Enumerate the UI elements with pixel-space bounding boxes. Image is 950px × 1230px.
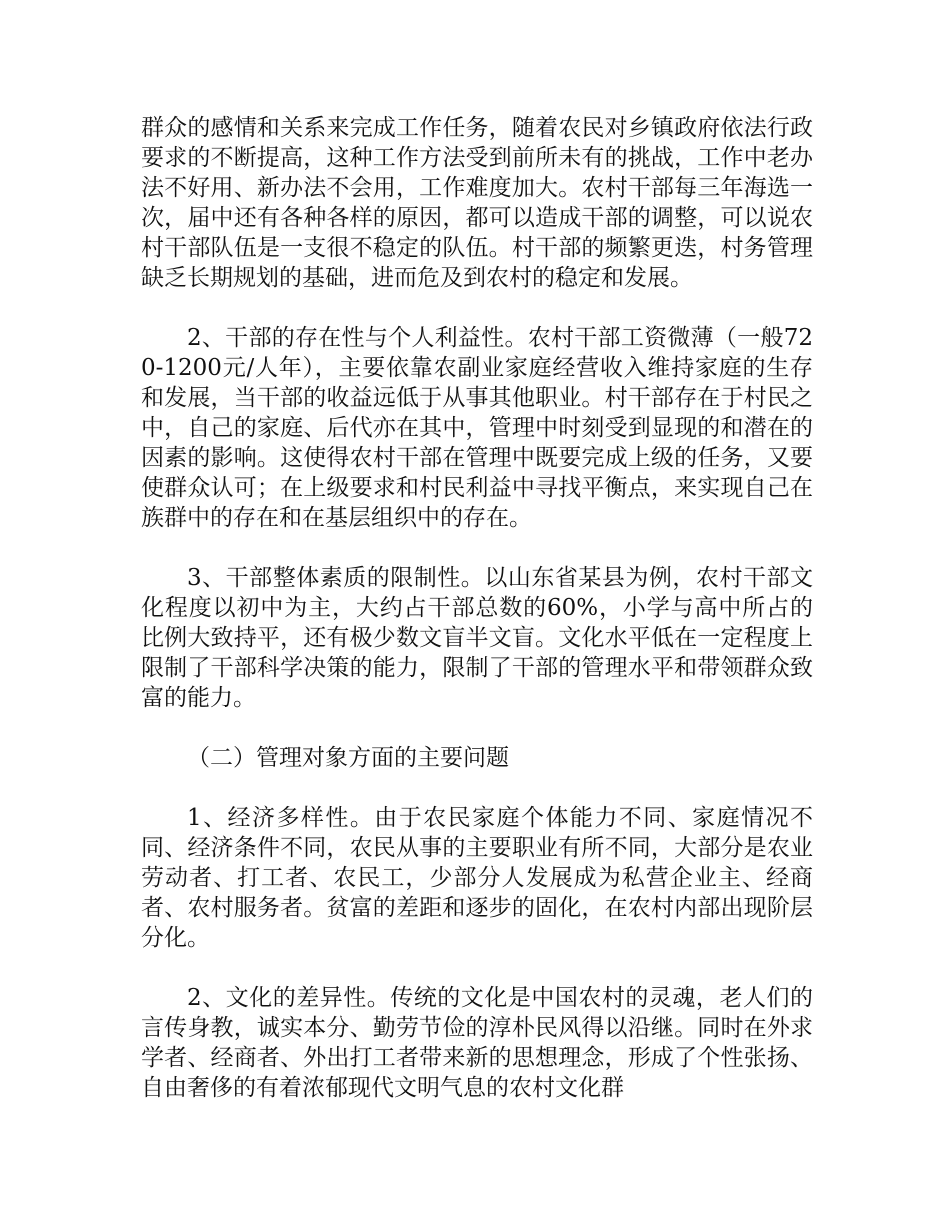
paragraph-continuation: 群众的感情和关系来完成工作任务，随着农民对乡镇政府依法行政要求的不断提高，这种工作方法受到前所未有的挑战，工作中老办法不好用、新办法不会用，工作难度加大。农村干部每三年海选一次，届中还有各种各样的原因，都可以造成干部的调整，可以说农村干部队伍是一支很不稳定的队伍。村干部的频繁更迭，村务管理缺乏长期规划的基础，进而危及到农村的稳定和发展。 (141, 115, 813, 291)
paragraph-cadre-interests: 2、干部的存在性与个人利益性。农村干部工资微薄（一般720-1200元/人年），主要依靠农副业家庭经营收入维持家庭的生存和发展，当干部的收益远低于从事其他职业。村干部存在于村民之中，自己的家庭、后代亦在其中，管理中时刻受到显现的和潜在的因素的影响。这使得农村干部在管理中既要完成上级的任务，又要使群众认可；在上级要求和村民利益中寻找平衡点，来实现自己在族群中的存在和在基层组织中的存在。 (141, 325, 813, 531)
section-heading: （二）管理对象方面的主要问题 (187, 745, 509, 771)
document-body (141, 113, 813, 1133)
paragraph-economic-diversity: 1、经济多样性。由于农民家庭个体能力不同、家庭情况不同、经济条件不同，农民从事的主要职业有所不同，大部分是农业劳动者、打工者、农民工，少部分人发展成为私营企业主、经商者、农村服务者。贫富的差距和逐步的固化，在农村内部出现阶层分化。 (141, 805, 813, 951)
paragraph-cultural-difference: 2、文化的差异性。传统的文化是中国农村的灵魂，老人们的言传身教，诚实本分、勤劳节俭的淳朴民风得以沿继。同时在外求学者、经商者、外出打工者带来新的思想理念，形成了个性张扬、自由奢侈的有着浓郁现代文明气息的农村文化群 (141, 985, 813, 1101)
paragraph-cadre-quality: 3、干部整体素质的限制性。以山东省某县为例，农村干部文化程度以初中为主，大约占干部总数的60%，小学与高中所占的比例大致持平，还有极少数文盲半文盲。文化水平低在一定程度上限制了干部科学决策的能力，限制了干部的管理水平和带领群众致富的能力。 (141, 565, 813, 711)
